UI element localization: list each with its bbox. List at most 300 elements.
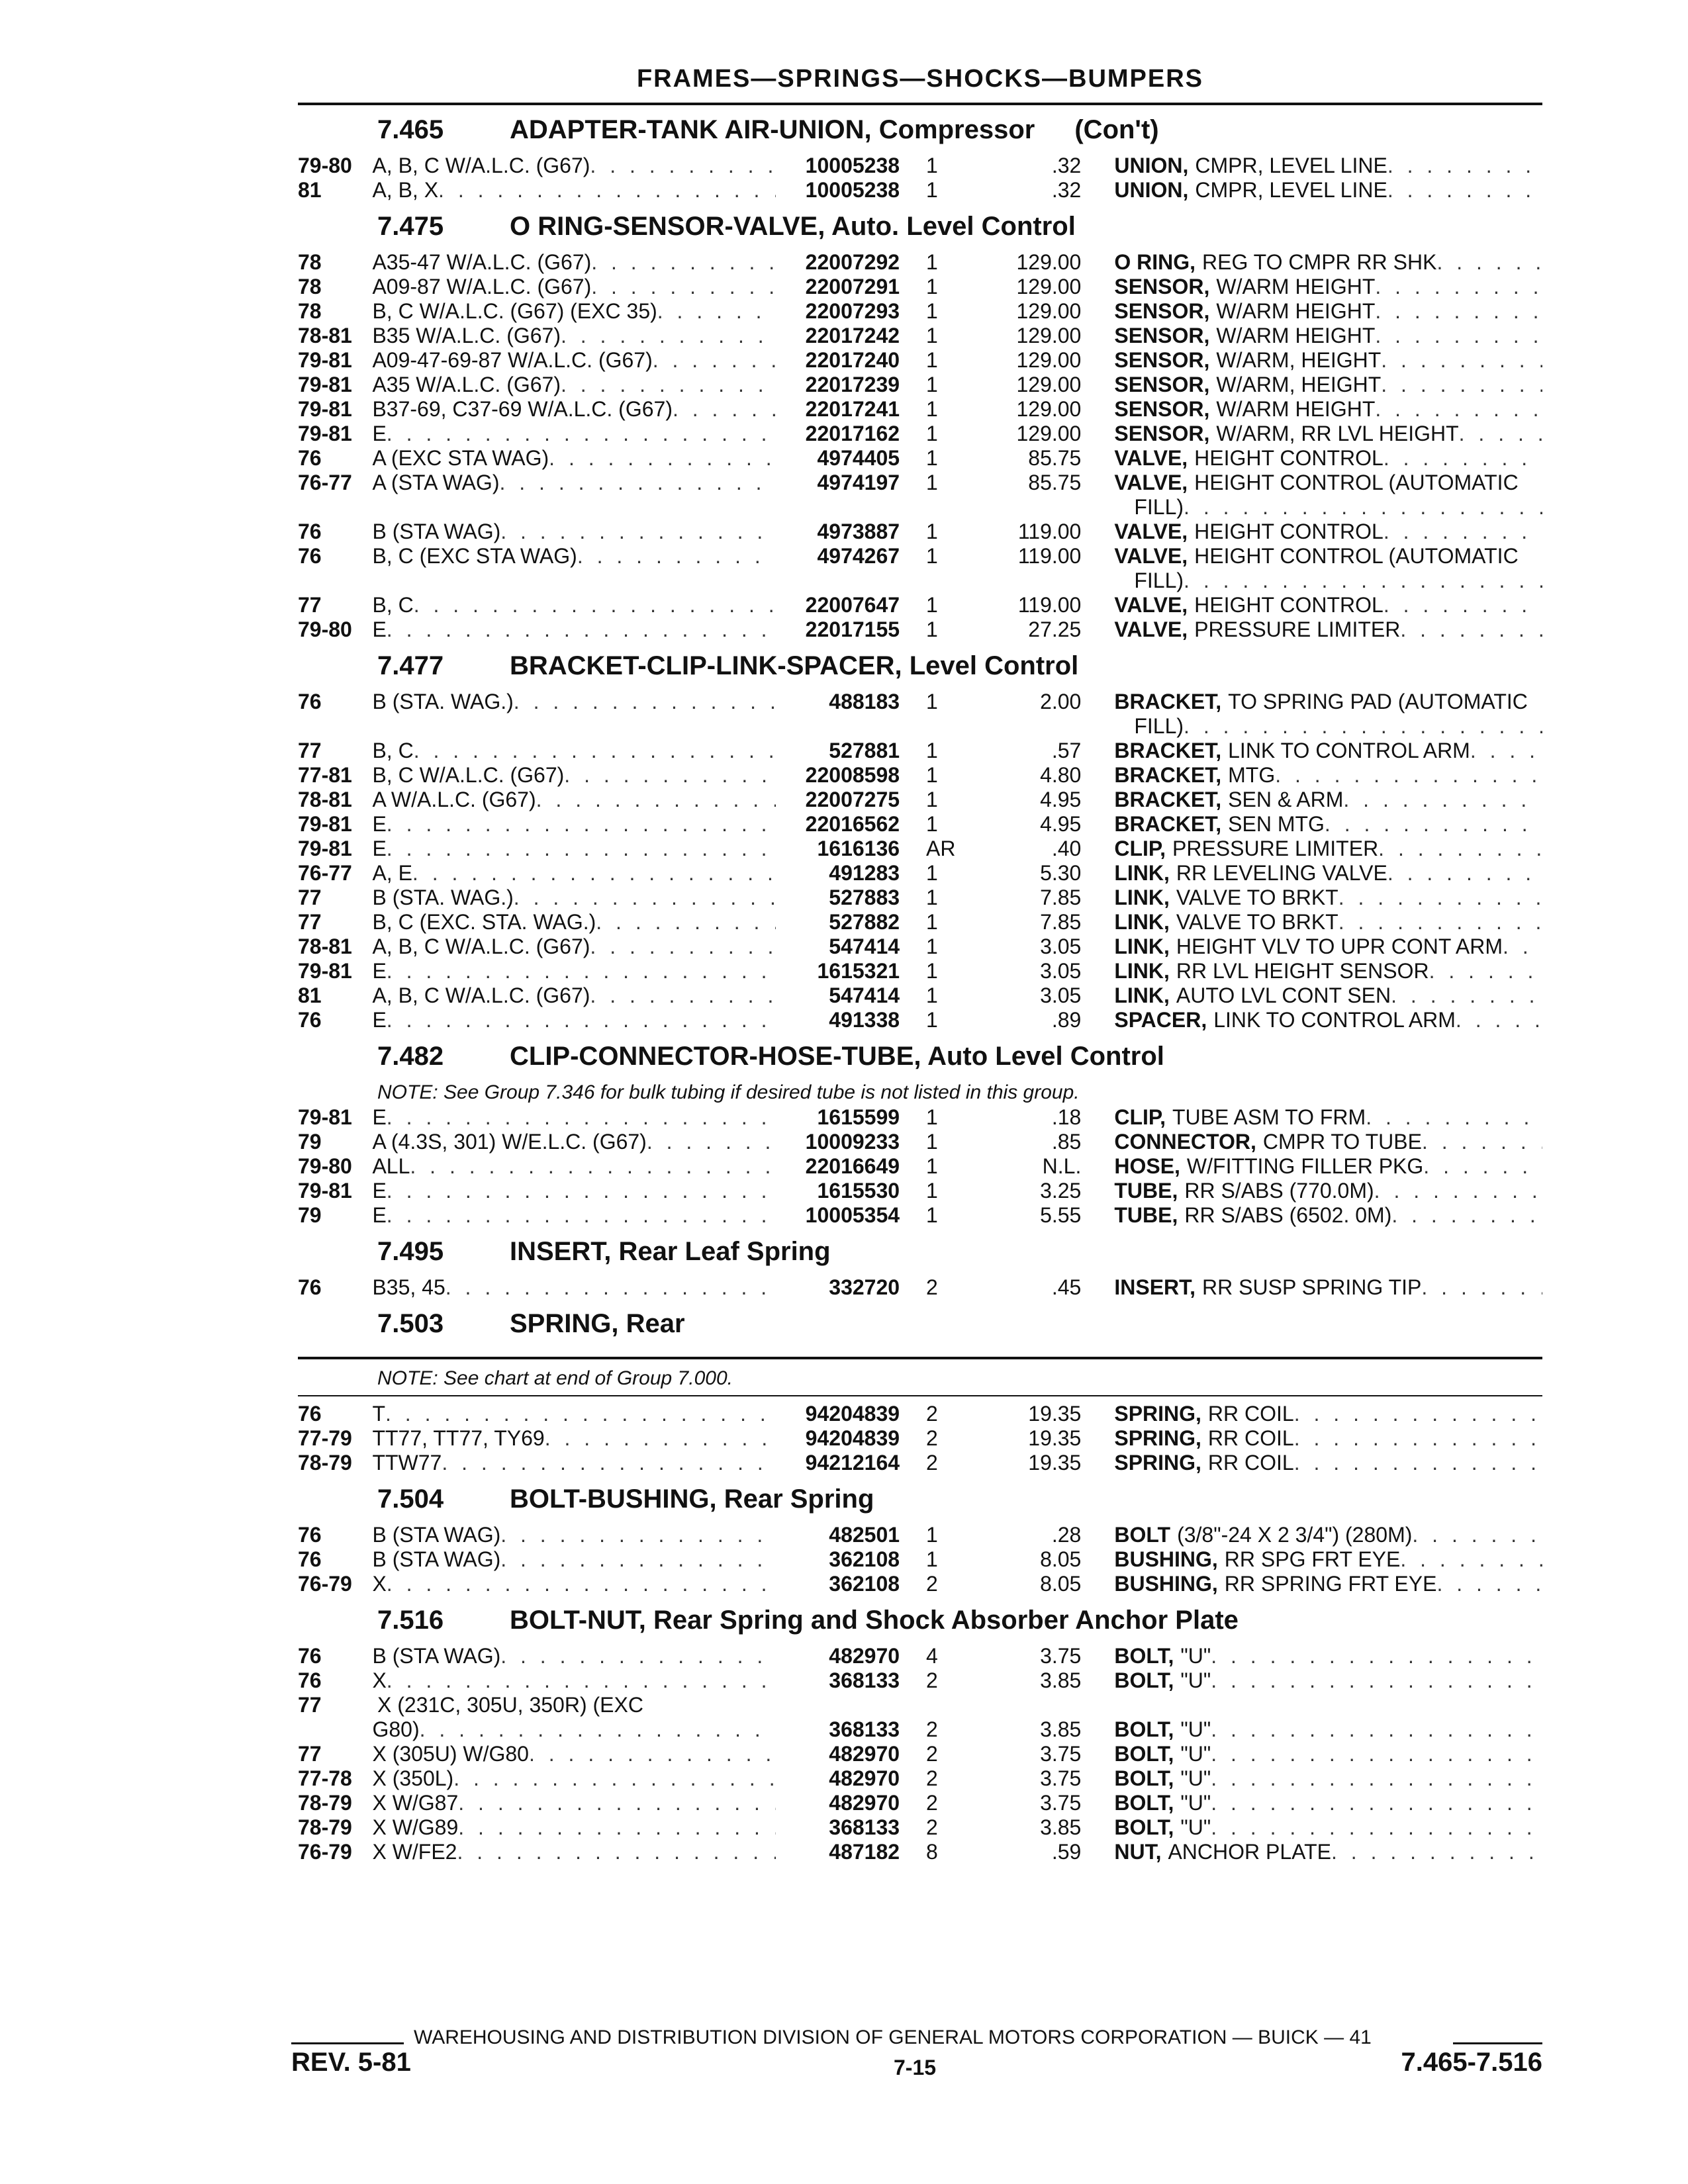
price: 129.00 [1016,422,1082,445]
price: 3.85 [1040,1717,1082,1741]
description-text: HEIGHT CONTROL [1194,520,1383,543]
part-number: 22007293 [805,299,900,323]
price: 119.00 [1017,593,1082,617]
part-number: 1615530 [817,1179,900,1203]
application [372,1179,775,1203]
leader-dots [500,520,775,544]
description-text: W/FITTING FILLER PKG [1186,1154,1424,1178]
leader-dots [387,1668,776,1693]
price: 3.05 [1040,934,1082,958]
description [1114,544,1542,569]
leader-dots [1422,1130,1542,1154]
description-text: W/ARM HEIGHT [1216,275,1376,298]
description-text: (3/8"-24 X 2 3/4") (280M) [1177,1523,1413,1547]
part-number: 94204839 [805,1426,900,1450]
description-keyword: BRACKET, [1114,812,1222,836]
section-title: ADAPTER-TANK AIR-UNION, Compressor [510,115,1035,144]
part-number: 482970 [829,1644,900,1668]
leader-dots [1211,1791,1542,1815]
part-row [298,1008,1542,1032]
description-keyword: SPRING, [1114,1451,1201,1475]
application [372,1451,775,1475]
model-year: 79-81 [298,812,352,836]
leader-dots [1184,495,1542,520]
leader-dots [1294,1402,1542,1426]
description-text: RR SUSP SPRING TIP [1202,1275,1422,1299]
leader-dots [1294,1451,1542,1475]
description [1114,1402,1542,1426]
description-keyword: TUBE, [1114,1179,1178,1203]
model-year: 79 [298,1203,322,1227]
leader-dots [1383,520,1542,544]
leader-dots [458,1815,775,1840]
application-text: E [372,617,387,641]
part-number: 368133 [829,1717,900,1741]
part-row [298,178,1542,203]
part-number: 94204839 [805,1402,900,1426]
quantity: 1 [926,299,938,323]
part-row-continuation [298,1717,1542,1742]
part-number: 22017241 [805,397,900,421]
price: 3.75 [1040,1791,1082,1815]
leader-dots [1400,617,1542,642]
part-number: 1615599 [817,1105,900,1129]
description-keyword: CLIP, [1114,837,1166,860]
description-text: "U" [1180,1668,1211,1692]
model-year: 76 [298,446,322,470]
description [1114,593,1542,617]
application [372,739,775,763]
section-number: 7.475 [377,212,444,241]
description [1114,1179,1542,1203]
description-text: RR SPG FRT EYE [1224,1547,1401,1571]
quantity: 1 [926,446,938,470]
price: 3.85 [1040,1668,1082,1692]
price: 3.75 [1040,1644,1082,1668]
part-number: 4974267 [817,544,900,568]
part-row [298,1572,1542,1596]
model-year: 77-79 [298,1426,352,1450]
quantity: 1 [926,861,938,885]
section-title: CLIP-CONNECTOR-HOSE-TUBE, Auto Level Control [510,1042,1164,1071]
price: .45 [1051,1275,1082,1299]
price: 129.00 [1016,348,1082,372]
footer-page-number: 7-15 [894,2056,937,2079]
part-row [298,1179,1542,1203]
model-year: 76-79 [298,1572,352,1596]
description [1114,1668,1542,1693]
part-number: 22017240 [805,348,900,372]
description-text: HEIGHT CONTROL (AUTOMATIC [1194,544,1519,568]
section-heading [298,1300,1542,1347]
model-year: 79-81 [298,373,352,396]
application [372,348,775,373]
quantity: 1 [926,593,938,617]
application [372,1275,775,1300]
description-keyword: SENSOR, [1114,422,1210,445]
section-number: 7.477 [377,651,444,680]
description-text: "U" [1180,1791,1211,1815]
description-text: PRESSURE LIMITER [1172,837,1379,860]
quantity: 2 [926,1791,938,1815]
description [1114,886,1542,910]
application-text: E [372,422,387,445]
description-keyword: BOLT, [1114,1644,1174,1668]
leader-dots [1184,569,1542,593]
description-text: VALVE TO BRKT [1176,910,1338,934]
quantity: 1 [926,1523,938,1547]
part-number: 488183 [829,690,900,713]
part-number: 4973887 [817,520,900,543]
part-row [298,422,1542,446]
leader-dots [1366,1105,1542,1130]
price: 3.05 [1040,959,1082,983]
application-text: X [372,1572,387,1596]
application [372,837,775,861]
description-text: TO SPRING PAD (AUTOMATIC [1228,690,1528,713]
application [372,763,775,788]
price: 3.75 [1040,1766,1082,1790]
price: 4.80 [1040,763,1082,787]
leader-dots [410,1154,775,1179]
model-year: 79-81 [298,837,352,860]
application-continuation [372,495,775,520]
description-keyword: BOLT, [1114,1668,1174,1692]
model-year: 76 [298,690,322,713]
application [372,1130,775,1154]
part-number: 22007275 [805,788,900,811]
application-text: B, C W/A.L.C. (G67) (EXC 35) [372,299,657,323]
description-keyword: BRACKET, [1114,690,1222,713]
description-keyword: LINK, [1114,959,1170,983]
description-keyword: BUSHING, [1114,1572,1218,1596]
quantity: 2 [926,1766,938,1790]
application-text: B, C [372,739,414,762]
description-continuation [1114,569,1542,593]
leader-dots [1400,1547,1542,1572]
leader-dots [1423,1154,1542,1179]
application-text: B (STA WAG) [372,520,501,543]
leader-dots [591,250,775,275]
part-number: 482501 [829,1523,900,1547]
section-title: BOLT-NUT, Rear Spring and Shock Absorber Anchor Plate [510,1606,1239,1635]
price: 27.25 [1028,617,1082,641]
part-row [298,1668,1542,1693]
leader-dots [1211,1668,1542,1693]
leader-dots [564,763,775,788]
quantity: 1 [926,373,938,396]
quantity: 1 [926,275,938,298]
description [1114,299,1542,324]
description-text: CMPR, LEVEL LINE [1195,154,1387,177]
part-number: 362108 [829,1547,900,1571]
part-number: 4974405 [817,446,900,470]
part-row [298,1451,1542,1475]
part-number: 10005238 [805,154,900,177]
description [1114,178,1542,203]
model-year: 78 [298,275,322,298]
section-title: BOLT-BUSHING, Rear Spring [510,1484,874,1514]
application-text: A, B, C W/A.L.C. (G67) [372,983,590,1007]
section-number: 7.503 [377,1309,444,1338]
description [1114,348,1542,373]
part-row [298,910,1542,934]
leader-dots [529,1742,776,1766]
description-text: HEIGHT CONTROL (AUTOMATIC [1194,471,1519,494]
description-keyword: BOLT [1114,1523,1171,1547]
section-title: SPRING, Rear [510,1309,685,1338]
description-text: FILL) [1134,569,1184,592]
section-number: 7.465 [377,115,444,144]
quantity: 2 [926,1426,938,1450]
part-number: 527883 [829,886,900,909]
spacer [298,495,372,520]
application-text: T [372,1402,385,1426]
model-year: 76 [298,520,322,543]
price: 119.00 [1017,520,1082,543]
application [372,397,775,422]
part-row [298,1105,1542,1130]
application [372,812,775,837]
description [1114,1815,1542,1840]
model-year: 79 [298,1130,322,1154]
model-year: 76 [298,544,322,568]
description-continuation [1114,714,1542,739]
leader-dots [561,324,776,348]
leader-dots [1211,1766,1542,1791]
section-number: 7.516 [377,1606,444,1635]
description-keyword: BRACKET, [1114,763,1222,787]
quantity: 1 [926,617,938,641]
price: .85 [1051,1130,1082,1154]
spacer [900,569,982,593]
part-row [298,1815,1542,1840]
quantity: 1 [926,812,938,836]
model-year: 76-79 [298,1840,352,1864]
leader-dots [387,1203,776,1228]
description-keyword: BOLT, [1114,1791,1174,1815]
application [372,1668,775,1693]
application-text: E [372,1179,387,1203]
part-row [298,373,1542,397]
part-row [298,520,1542,544]
quantity: 4 [926,1644,938,1668]
description [1114,837,1542,861]
spacer [776,714,900,739]
model-year: 76 [298,1523,322,1547]
application-text: E [372,837,387,860]
part-number: 368133 [829,1668,900,1692]
section-number: 7.495 [377,1237,444,1266]
description-keyword: O RING, [1114,250,1196,274]
application-text: A35-47 W/A.L.C. (G67) [372,250,592,274]
model-year: 79-81 [298,1105,352,1129]
part-row [298,690,1542,714]
description-text: "U" [1180,1717,1211,1741]
price: .40 [1051,837,1082,860]
section-heading [298,1032,1542,1080]
application-text: B (STA WAG) [372,1523,501,1547]
part-row [298,983,1542,1008]
quantity: 2 [926,1572,938,1596]
price: 129.00 [1016,275,1082,298]
part-row [298,446,1542,471]
application-text: B35 W/A.L.C. (G67) [372,324,561,347]
price: .59 [1051,1840,1082,1864]
price: 7.85 [1040,886,1082,909]
description-keyword: CLIP, [1114,1105,1166,1129]
part-number: 4974197 [817,471,900,494]
model-year: 79-80 [298,617,352,641]
description-text: W/ARM HEIGHT [1216,299,1376,323]
part-row [298,275,1542,299]
application [372,1203,775,1228]
leader-dots [1391,983,1542,1008]
leader-dots [445,1275,776,1300]
part-number: 22017239 [805,373,900,396]
model-year: 78-79 [298,1791,352,1815]
section-number: 7.504 [377,1484,444,1514]
part-row [298,471,1542,495]
description [1114,1130,1542,1154]
application-text: B (STA. WAG.) [372,690,514,713]
model-year: 76 [298,1668,322,1692]
application-text: B (STA WAG) [372,1547,501,1571]
application [372,593,775,617]
part-row [298,1402,1542,1426]
quantity: 2 [926,1451,938,1475]
description [1114,812,1542,837]
description-keyword: LINK, [1114,886,1170,909]
description-keyword: SPACER, [1114,1008,1207,1032]
description [1114,690,1542,714]
description-text: CMPR TO TUBE [1262,1130,1422,1154]
description-text: REG TO CMPR RR SHK [1202,250,1437,274]
leader-dots [653,348,776,373]
description-text: VALVE TO BRKT [1176,886,1338,909]
model-year: 77 [298,886,322,909]
leader-dots [412,861,776,886]
description [1114,959,1542,983]
quantity: 1 [926,520,938,543]
spacer [298,1717,372,1742]
section-heading [298,1596,1542,1644]
application [372,299,775,324]
application [372,520,775,544]
price: 85.75 [1028,471,1082,494]
description-text: RR LVL HEIGHT SENSOR [1176,959,1429,983]
application-text: A (EXC STA WAG) [372,446,549,470]
part-number: 1615321 [817,959,900,983]
leader-dots [549,446,775,471]
quantity: 2 [926,1717,938,1741]
part-row [298,397,1542,422]
footer-rule-left [291,2042,404,2044]
quantity: 1 [926,348,938,372]
part-number: 10005238 [805,178,900,202]
quantity: 1 [926,886,938,909]
application-text: G80) [372,1717,420,1741]
part-row [298,1766,1542,1791]
part-row [298,299,1542,324]
price: 19.35 [1028,1402,1082,1426]
description [1114,861,1542,886]
application [372,324,775,348]
description [1114,617,1542,642]
leader-dots [1456,1008,1542,1032]
leader-dots [657,299,776,324]
application-text: X [372,1668,387,1692]
model-year: 79-81 [298,422,352,445]
footer-revision: REV. 5-81 [291,2048,411,2077]
description-text: W/ARM, HEIGHT [1216,373,1382,396]
part-row [298,1644,1542,1668]
leader-dots [453,1766,775,1791]
application [372,1815,775,1840]
description [1114,1742,1542,1766]
part-row [298,154,1542,178]
application-text: B, C (EXC. STA. WAG.) [372,910,596,934]
description-keyword: SENSOR, [1114,397,1210,421]
model-year: 78 [298,250,322,274]
application [372,959,775,983]
part-row [298,1426,1542,1451]
description-keyword: LINK, [1114,910,1170,934]
description-text: HEIGHT VLV TO UPR CONT ARM [1176,934,1503,958]
description-keyword: CONNECTOR, [1114,1130,1256,1154]
description [1114,1791,1542,1815]
application [372,886,775,910]
model-year: 77-81 [298,763,352,787]
description [1114,471,1542,495]
leader-dots [385,1402,776,1426]
part-number: 22008598 [805,763,900,787]
application-text: TTW77 [372,1451,442,1475]
part-row [298,1547,1542,1572]
leader-dots [387,1179,776,1203]
quantity: 1 [926,910,938,934]
application [372,690,775,714]
application [372,1840,775,1864]
part-row [298,861,1542,886]
application [372,910,775,934]
part-row [298,1275,1542,1300]
application [372,154,775,178]
leader-dots [1391,1203,1542,1228]
description-keyword: BOLT, [1114,1815,1174,1839]
application [372,861,775,886]
leader-dots [387,1572,776,1596]
application [372,788,775,812]
description [1114,1644,1542,1668]
quantity: 1 [926,959,938,983]
price: .18 [1051,1105,1082,1129]
quantity: 1 [926,324,938,347]
application-text: B, C (EXC STA WAG) [372,544,577,568]
part-row-continuation [298,714,1542,739]
application-text: B35, 45 [372,1275,445,1299]
description-text: HEIGHT CONTROL [1194,593,1383,617]
price: .32 [1051,178,1082,202]
leader-dots [387,837,776,861]
leader-dots [387,422,776,446]
price: 3.85 [1040,1815,1082,1839]
quantity: 1 [926,739,938,762]
description-text: RR COIL [1207,1402,1294,1426]
application-text: B (STA. WAG.) [372,886,514,909]
leader-dots [414,593,776,617]
quantity: 1 [926,690,938,713]
